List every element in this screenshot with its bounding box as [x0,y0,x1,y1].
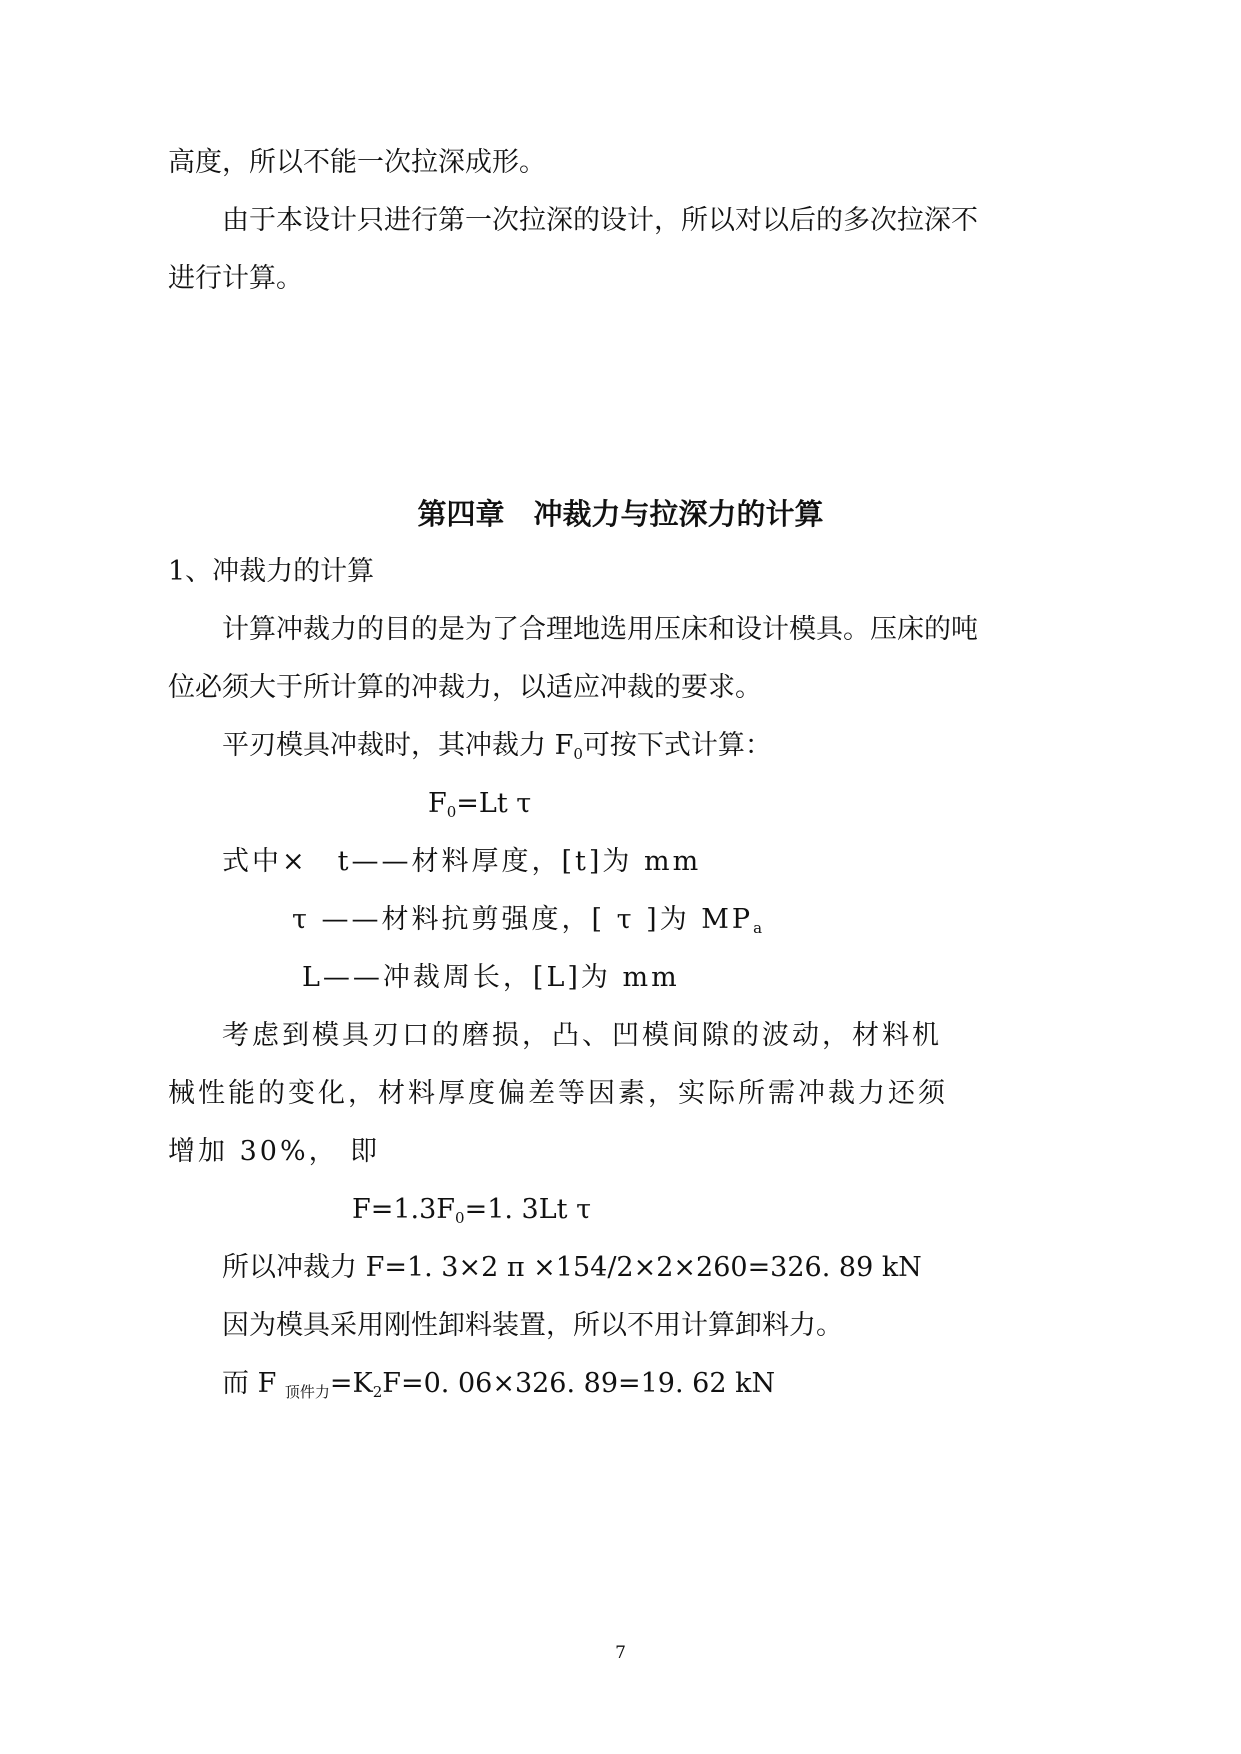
factor-line-1: 考虑到模具刃口的磨损，凸、凹模间隙的波动，材料机 [222,1020,942,1051]
paragraph-line-2: 由于本设计只进行第一次拉深的设计，所以对以后的多次拉深不 [222,205,978,236]
definition-tau: τ ——材料抗剪强度，[ τ ]为 $MP_a$ [292,904,766,937]
paragraph-line-3: 进行计算。 [168,263,303,294]
factor-line-3: 增加 30%， 即 [168,1136,381,1167]
factor-line-2: 械性能的变化，材料厚度偏差等因素，实际所需冲裁力还须 [168,1078,948,1109]
section-heading: 1、冲裁力的计算 [168,556,375,587]
paragraph-line-1: 高度，所以不能一次拉深成形。 [168,147,546,178]
unloading-line: 因为模具采用刚性卸料装置，所以不用计算卸料力。 [222,1310,843,1341]
intro-line-1: 计算冲裁力的目的是为了合理地选用压床和设计模具。压床的吨 [222,614,978,645]
page-number: 7 [615,1643,626,1663]
formula-f0: $F_0=Lt$ τ [428,788,532,821]
definition-t: 式中× t——材料厚度，[t]为 mm [222,846,702,877]
intro-line-2: 位必须大于所计算的冲裁力，以适应冲裁的要求。 [168,672,762,703]
formula-f: $F=1.3F_0=1$. 3Lt τ [352,1194,592,1227]
result-line: 所以冲裁力 F=1. 3×2 π ×154/2×2×260=326. 89 kN [222,1252,922,1283]
ejector-force-line: 而 F $_{顶件力}=K_2F=0$. 06×326. 89=19. 62 kN [222,1368,776,1401]
formula-intro: 平刃模具冲裁时，其冲裁力 $F_0$可按下式计算： [222,730,772,763]
definition-l: L——冲裁周长，[L]为 mm [302,962,680,993]
chapter-title: 第四章 冲裁力与拉深力的计算 [417,497,824,531]
